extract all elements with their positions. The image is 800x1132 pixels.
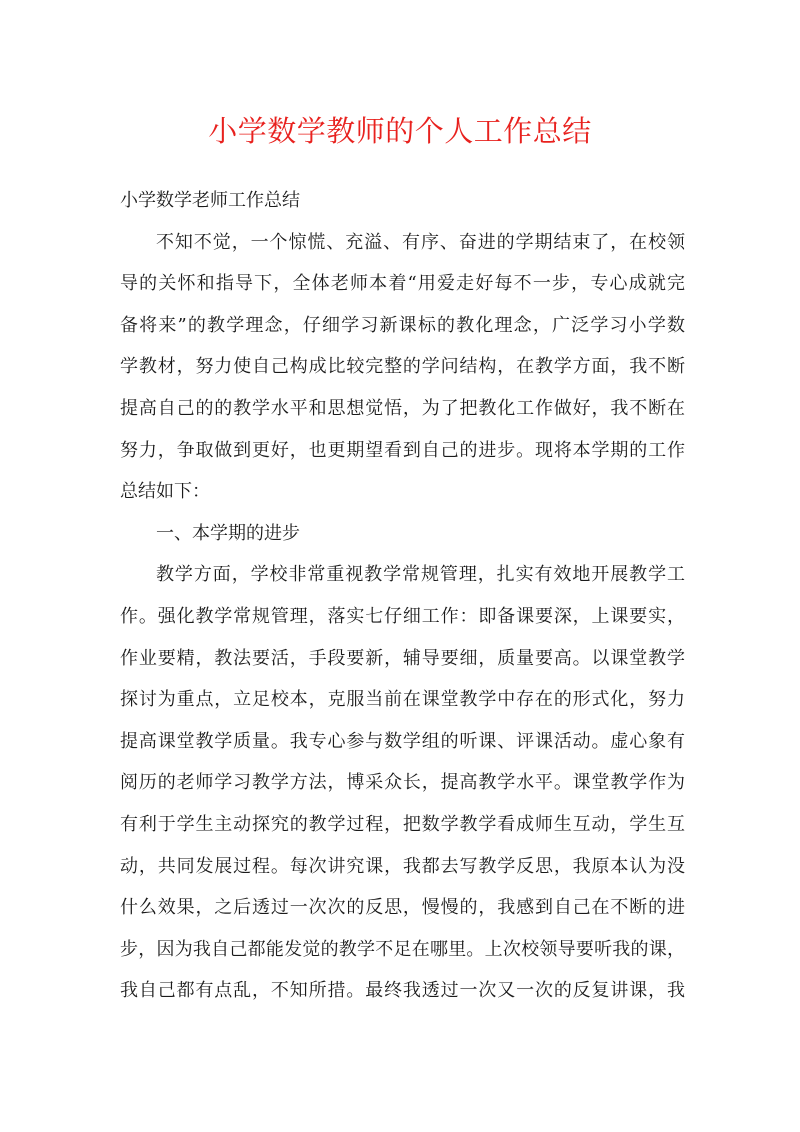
paragraph-line: 什么效果，之后透过一次次的反思，慢慢的，我感到自己在不断的进 bbox=[120, 897, 685, 919]
paragraph-line: 提高课堂教学质量。我专心参与数学组的听课、评课活动。虚心象有 bbox=[120, 730, 685, 752]
paragraph-line: 提高自己的的教学水平和思想觉悟，为了把教化工作做好，我不断在 bbox=[120, 397, 685, 419]
paragraph-line: 不知不觉，一个惊慌、充溢、有序、奋进的学期结束了，在校领 bbox=[156, 231, 685, 253]
paragraph-line: 教学方面，学校非常重视教学常规管理，扎实有效地开展教学工 bbox=[156, 564, 685, 586]
paragraph-line: 导的关怀和指导下，全体老师本着“用爱走好每不一步，专心成就完 bbox=[120, 273, 685, 295]
paragraph-line: 有利于学生主动探究的教学过程，把数学教学看成师生互动，学生互 bbox=[120, 813, 685, 835]
document-subheading: 小学数学老师工作总结 bbox=[120, 190, 300, 211]
paragraph-line: 备将来”的教学理念，仔细学习新课标的教化理念，广泛学习小学数 bbox=[120, 314, 685, 336]
document-body bbox=[120, 180, 685, 1012]
section-heading: 一、本学期的进步 bbox=[156, 522, 300, 544]
paragraph-line: 我自己都有点乱，不知所措。最终我透过一次又一次的反复讲课，我 bbox=[120, 980, 685, 1002]
paragraph-line: 作业要精，教法要活，手段要新，辅导要细，质量要高。以课堂教学 bbox=[120, 647, 685, 669]
paragraph-line: 阅历的老师学习教学方法，博采众长，提高教学水平。课堂教学作为 bbox=[120, 772, 685, 794]
paragraph-line: 总结如下： bbox=[120, 481, 210, 503]
paragraph-line: 探讨为重点，立足校本，克服当前在课堂教学中存在的形式化，努力 bbox=[120, 689, 685, 711]
paragraph-line: 努力，争取做到更好，也更期望看到自己的进步。现将本学期的工作 bbox=[120, 439, 685, 461]
paragraph-line: 作。强化教学常规管理，落实七仔细工作：即备课要深，上课要实， bbox=[120, 605, 685, 627]
paragraph-line: 步，因为我自己都能发觉的教学不足在哪里。上次校领导要听我的课， bbox=[120, 938, 685, 960]
document-title: 小学数学教师的个人工作总结 bbox=[208, 114, 592, 148]
paragraph-line: 学教材，努力使自己构成比较完整的学问结构，在教学方面，我不断 bbox=[120, 356, 685, 378]
paragraph-line: 动，共同发展过程。每次讲究课，我都去写教学反思，我原本认为没 bbox=[120, 855, 685, 877]
